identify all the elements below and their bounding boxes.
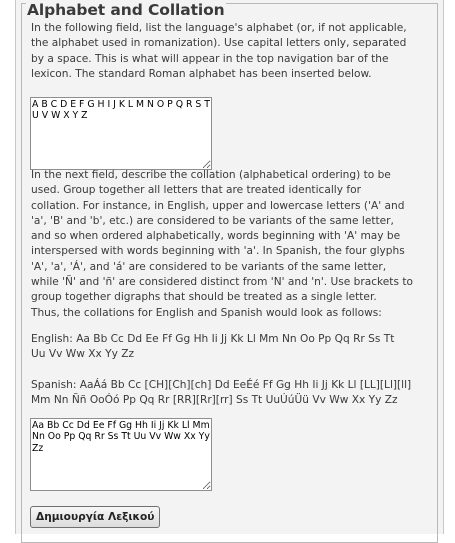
collation-line: collation. For instance, in English, upper and lowercase letters ('A' and	[31, 199, 405, 212]
create-lexicon-button[interactable]: Δημιουργία Λεξικού	[30, 506, 160, 528]
form-panel	[15, 0, 444, 534]
spanish-example-line: Mm Nn Ññ OoÓó Pp Qq Rr [RR][Rr][rr] Ss Tt UuÚúÜü Vv Ww Xx Yy Zz	[31, 394, 398, 407]
intro-line: lexicon. The standard Roman alphabet has been inserted below.	[31, 67, 372, 80]
english-example	[31, 332, 439, 363]
collation-line: group together digraphs that should be treated as a single letter.	[31, 291, 377, 304]
alphabet-collation-fieldset	[21, 3, 438, 543]
intro-line: by a space. This is what will appear in the top navigation bar of the	[31, 52, 389, 65]
collation-line: 'A', 'a', 'Á', and 'á' are considered to be variants of the same letter,	[31, 260, 387, 273]
intro-paragraph	[31, 21, 439, 82]
spanish-example	[31, 378, 439, 409]
collation-textarea[interactable]	[30, 418, 212, 491]
collation-line: In the next field, describe the collation (alphabetical ordering) to be	[31, 169, 391, 181]
collation-line: while 'Ñ' and 'ñ' are considered distinct from 'N' and 'n'. Use brackets to	[31, 276, 413, 289]
collation-line: and so when ordered alphabetically, words beginning with 'A' may be	[31, 230, 401, 243]
english-example-line: Uu Vv Ww Xx Yy Zz	[31, 348, 135, 361]
collation-line: 'a', 'B' and 'b', etc.) are considered to be variants of the same letter,	[31, 214, 394, 227]
intro-line: the alphabet used in romanization). Use capital letters only, separated	[31, 37, 407, 50]
collation-line: Thus, the collations for English and Spanish would look as follows:	[31, 306, 382, 319]
spanish-example-line: Spanish: AaÁá Bb Cc [CH][Ch][ch] Dd EeÉé Ff Gg Hh Ii Jj Kk Ll [LL][Ll][ll]	[31, 379, 412, 391]
section-legend: Alphabet and Collation	[27, 1, 225, 19]
intro-line: In the following field, list the language's alphabet (or, if not applicable,	[31, 22, 407, 34]
collation-line: used. Group together all letters that are treated identically for	[31, 184, 361, 197]
collation-line: interspersed with words beginning with 'a'. In Spanish, the four glyphs	[31, 245, 405, 258]
english-example-line: English: Aa Bb Cc Dd Ee Ff Gg Hh Ii Jj Kk Ll Mm Nn Oo Pp Qq Rr Ss Tt	[31, 333, 395, 345]
collation-paragraph	[31, 168, 439, 321]
alphabet-textarea[interactable]	[30, 97, 212, 170]
